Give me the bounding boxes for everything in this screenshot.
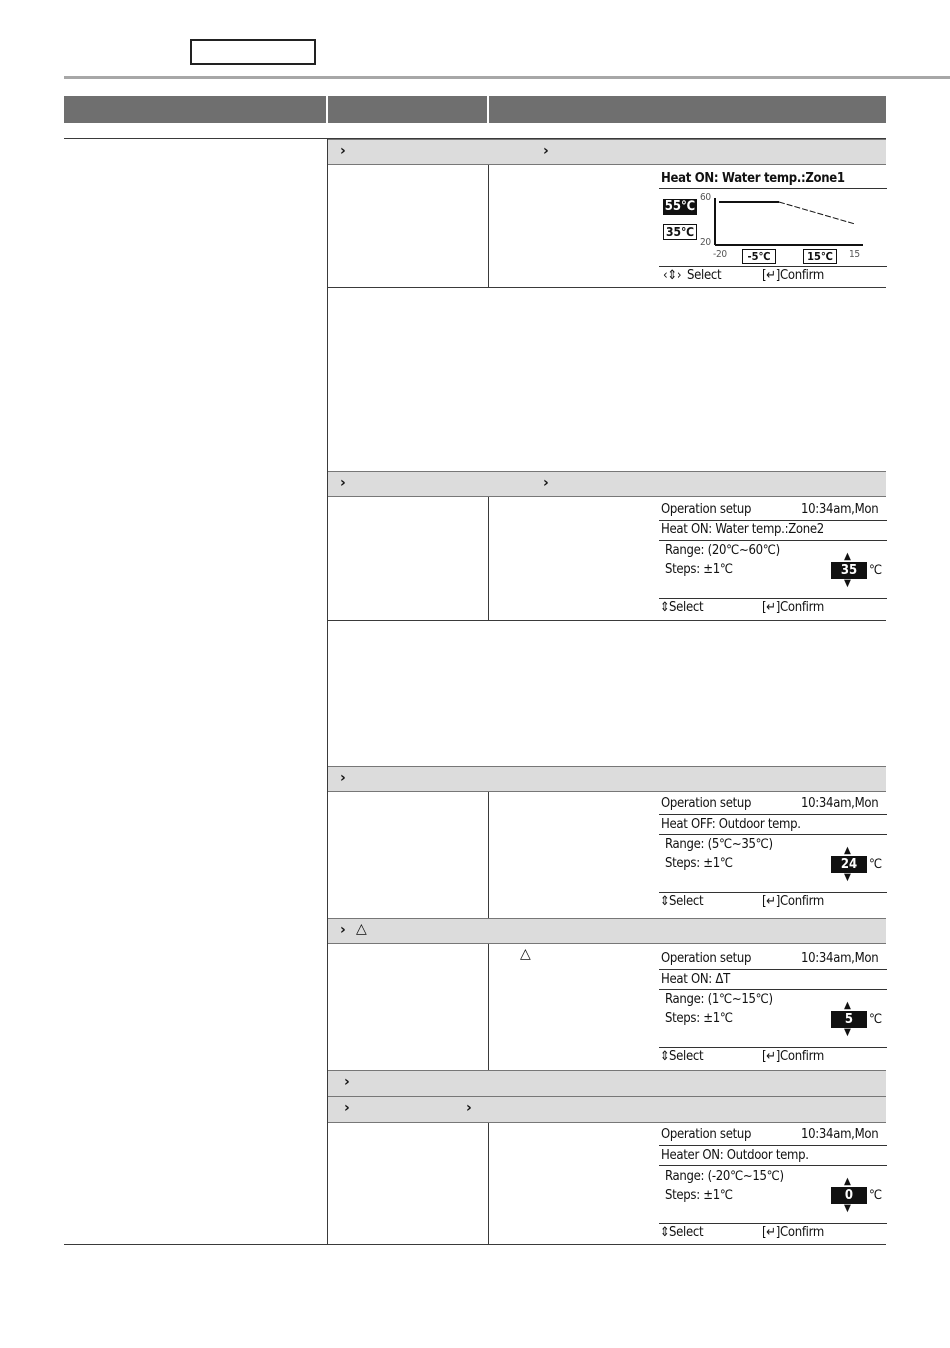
value-display[interactable]: 5 bbox=[831, 1011, 867, 1028]
graph-x-right: 15 bbox=[849, 249, 860, 260]
cell-divider bbox=[488, 165, 489, 287]
footer-select: Select bbox=[687, 268, 722, 283]
screen-divider bbox=[659, 834, 887, 835]
screen-header-left: Operation setup bbox=[661, 502, 752, 517]
screen-divider bbox=[659, 188, 887, 189]
lcd-screen-heat-off bbox=[659, 795, 887, 913]
table-bottom-line bbox=[64, 1244, 886, 1245]
footer-select: Select bbox=[669, 1049, 704, 1064]
arrow-down-icon[interactable]: ▼ bbox=[844, 1027, 851, 1038]
unit-text: ℃ bbox=[869, 1188, 882, 1203]
screen-header-left: Operation setup bbox=[661, 951, 752, 966]
graph-y-top: 60 bbox=[700, 192, 711, 203]
screen-title: Heat ON: ΔT bbox=[661, 972, 730, 987]
screen-divider bbox=[659, 989, 887, 990]
footer-select: Select bbox=[669, 894, 704, 909]
range-text: Range: (-20℃~15℃) bbox=[665, 1169, 784, 1184]
arrow-up-icon[interactable]: ▲ bbox=[844, 845, 851, 856]
arrow-up-icon[interactable]: ▲ bbox=[844, 551, 851, 562]
row-line bbox=[328, 287, 886, 288]
table-header-col1 bbox=[64, 96, 326, 123]
up-down-arrows-icon: ⇕ bbox=[660, 1225, 670, 1240]
value-display[interactable]: 0 bbox=[831, 1187, 867, 1204]
value-display[interactable]: 24 bbox=[831, 856, 867, 873]
screen-title: Heat ON: Water temp.:Zone1 bbox=[661, 171, 845, 186]
cell-divider bbox=[488, 944, 489, 1070]
screen-divider bbox=[659, 1165, 887, 1166]
range-text: Range: (5℃~35℃) bbox=[665, 837, 773, 852]
chevron-right-icon: › bbox=[340, 770, 346, 786]
screen-header-left: Operation setup bbox=[661, 796, 752, 811]
up-down-arrows-icon: ⇕ bbox=[660, 1049, 670, 1064]
arrow-down-icon[interactable]: ▼ bbox=[844, 1203, 851, 1214]
lcd-screen-delta-t bbox=[659, 950, 887, 1068]
lcd-screen-zone1 bbox=[659, 170, 887, 286]
unit-text: ℃ bbox=[869, 1012, 882, 1027]
screen-header-left: Operation setup bbox=[661, 1127, 752, 1142]
screen-header-right: 10:34am,Mon bbox=[801, 796, 879, 811]
arrow-up-icon[interactable]: ▲ bbox=[844, 1176, 851, 1187]
row-line bbox=[328, 620, 886, 621]
screen-divider bbox=[659, 520, 887, 521]
chevron-right-icon: › bbox=[466, 1100, 472, 1116]
steps-text: Steps: ±1℃ bbox=[665, 856, 733, 871]
menu-path-row-5 bbox=[328, 1070, 886, 1097]
up-down-arrows-icon: ⇕ bbox=[660, 600, 670, 615]
table-header-col3 bbox=[489, 96, 886, 123]
menu-path-row-2 bbox=[328, 471, 886, 497]
chevron-right-icon: › bbox=[543, 475, 549, 491]
chevron-right-icon: › bbox=[543, 143, 549, 159]
screen-header-right: 10:34am,Mon bbox=[801, 951, 879, 966]
menu-path-row-4 bbox=[328, 918, 886, 944]
chevron-right-icon: › bbox=[344, 1074, 350, 1090]
up-down-arrows-icon: ⇕ bbox=[660, 894, 670, 909]
screen-header-right: 10:34am,Mon bbox=[801, 1127, 879, 1142]
arrow-down-icon[interactable]: ▼ bbox=[844, 578, 851, 589]
arrow-up-icon[interactable]: ▲ bbox=[844, 1000, 851, 1011]
footer-select: Select bbox=[669, 1225, 704, 1240]
screen-divider bbox=[659, 540, 887, 541]
unit-text: ℃ bbox=[869, 857, 882, 872]
cell-divider bbox=[488, 1123, 489, 1244]
chevron-right-icon: › bbox=[340, 922, 346, 938]
range-text: Range: (20℃~60℃) bbox=[665, 543, 780, 558]
graph-x-left: -20 bbox=[713, 249, 727, 260]
footer-select: Select bbox=[669, 600, 704, 615]
value-display[interactable]: 35 bbox=[831, 562, 867, 579]
footer-confirm: [↵]Confirm bbox=[762, 894, 825, 909]
footer-confirm: [↵]Confirm bbox=[762, 600, 825, 615]
screen-divider bbox=[659, 892, 887, 893]
chevron-right-icon: › bbox=[340, 475, 346, 491]
cell-divider bbox=[488, 792, 489, 918]
triangle-icon: △ bbox=[356, 921, 367, 937]
range-text: Range: (1℃~15℃) bbox=[665, 992, 773, 1007]
section-label-box bbox=[190, 39, 316, 65]
screen-title: Heater ON: Outdoor temp. bbox=[661, 1148, 809, 1163]
low-temp-value[interactable]: 35℃ bbox=[663, 224, 697, 240]
menu-path-row-3 bbox=[328, 766, 886, 792]
unit-text: ℃ bbox=[869, 563, 882, 578]
header-rule bbox=[64, 76, 950, 79]
screen-divider bbox=[659, 1223, 887, 1224]
screen-title: Heat ON: Water temp.:Zone2 bbox=[661, 522, 824, 537]
menu-path-row-6 bbox=[328, 1096, 886, 1123]
screen-header-right: 10:34am,Mon bbox=[801, 502, 879, 517]
cell-divider bbox=[488, 497, 489, 620]
chevron-right-icon: › bbox=[344, 1100, 350, 1116]
screen-divider bbox=[659, 598, 887, 599]
up-down-arrows-icon: ‹⇕› bbox=[663, 268, 682, 283]
high-temp-value[interactable]: 55℃ bbox=[664, 199, 696, 214]
footer-confirm: [↵]Confirm bbox=[762, 268, 825, 283]
screen-divider bbox=[659, 1047, 887, 1048]
screen-divider bbox=[659, 814, 887, 815]
lcd-screen-heater-on bbox=[659, 1126, 887, 1244]
graph-y-bottom: 20 bbox=[700, 237, 711, 248]
table-header-col2 bbox=[328, 96, 487, 123]
screen-divider bbox=[659, 266, 887, 267]
outdoor-high-value[interactable]: 15℃ bbox=[803, 249, 837, 264]
steps-text: Steps: ±1℃ bbox=[665, 562, 733, 577]
screen-divider bbox=[659, 1145, 887, 1146]
footer-confirm: [↵]Confirm bbox=[762, 1225, 825, 1240]
steps-text: Steps: ±1℃ bbox=[665, 1011, 733, 1026]
triangle-icon: △ bbox=[520, 946, 531, 962]
screen-title: Heat OFF: Outdoor temp. bbox=[661, 817, 801, 832]
steps-text: Steps: ±1℃ bbox=[665, 1188, 733, 1203]
outdoor-low-value[interactable]: -5℃ bbox=[742, 249, 776, 264]
screen-divider bbox=[659, 969, 887, 970]
footer-confirm: [↵]Confirm bbox=[762, 1049, 825, 1064]
lcd-screen-zone2 bbox=[659, 501, 887, 619]
arrow-down-icon[interactable]: ▼ bbox=[844, 872, 851, 883]
menu-path-row-1 bbox=[328, 139, 886, 165]
chevron-right-icon: › bbox=[340, 143, 346, 159]
